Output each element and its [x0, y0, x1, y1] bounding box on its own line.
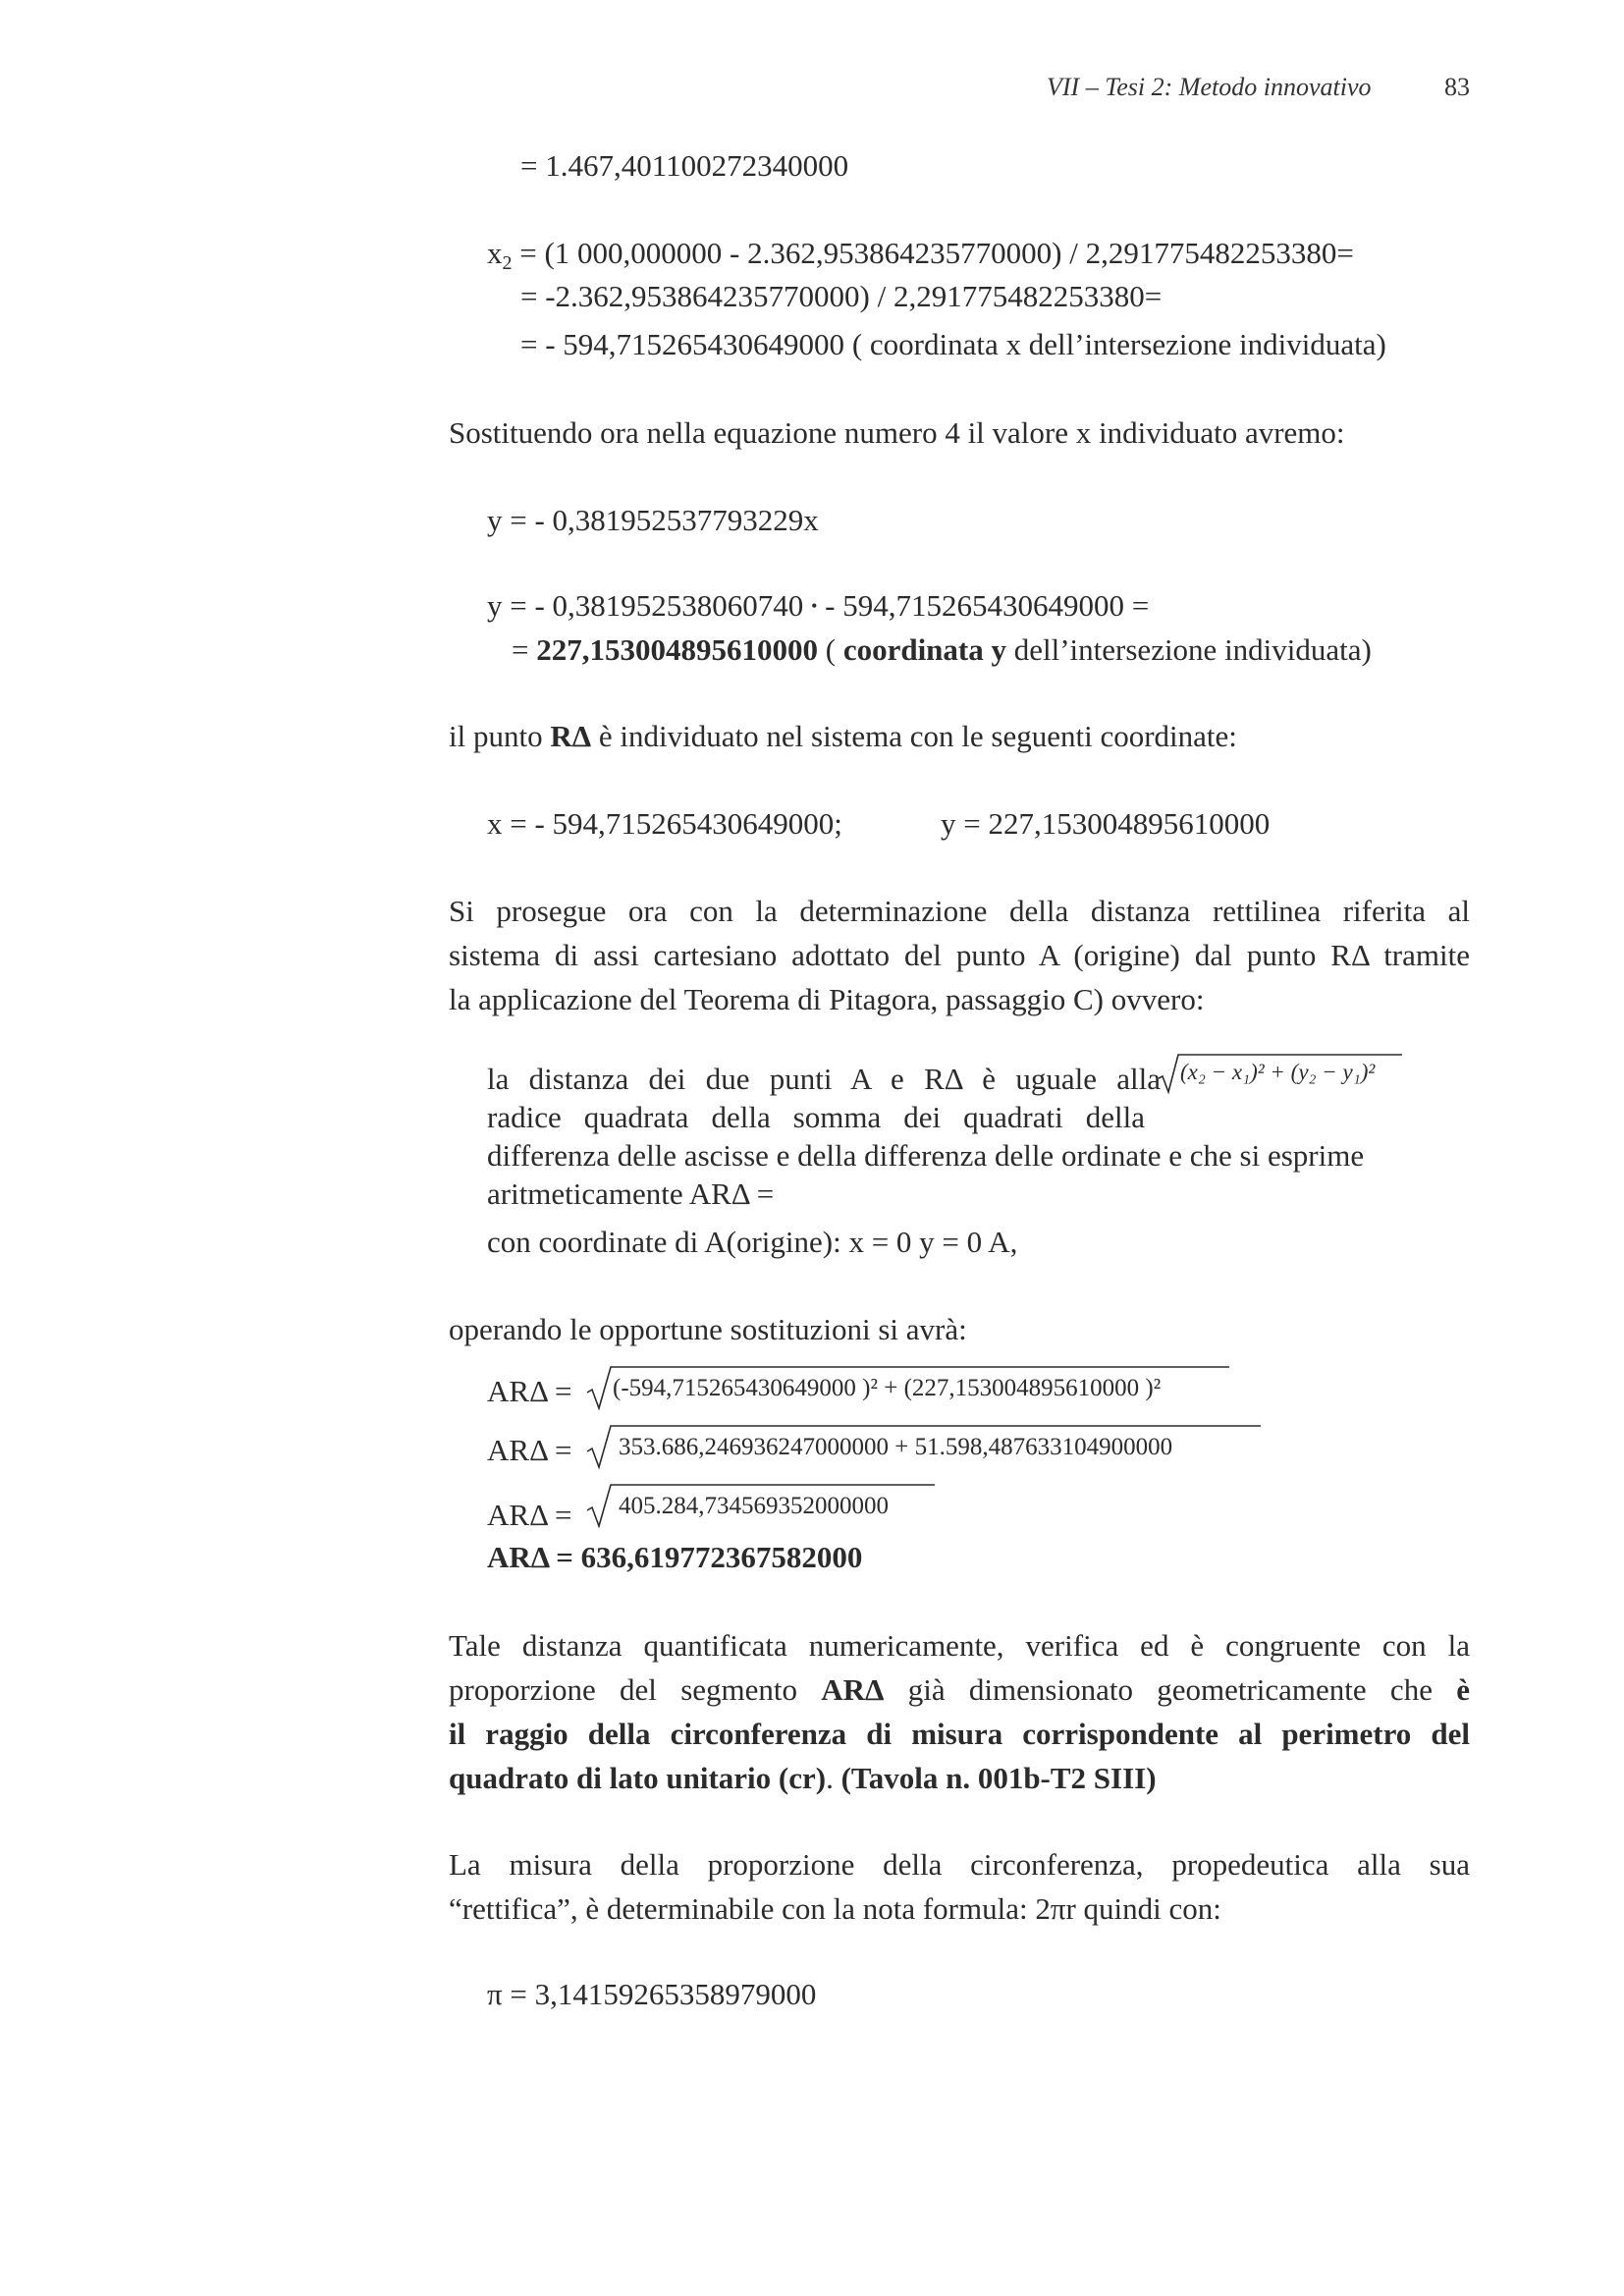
- x2-line-1: $x_2 = (1$ 000,000000 - 2.362,953864235770000) / 2,291775482253380=: [487, 236, 1354, 274]
- circumference-line-1: La misura della proporzione della circonferenza, propedeutica alla sua: [449, 1847, 1470, 1882]
- conclusion-line-4-b: .: [826, 1761, 841, 1795]
- x2-line-3: [520, 328, 1386, 361]
- pythagoras-line-5: con coordinate di A(origine): x = 0 y = 0 A,: [487, 1225, 1018, 1259]
- coord-y: y = 227,153004895610000: [941, 806, 1271, 841]
- x2-line-2: = -2.362,953864235770000) / 2,291775482253380=: [520, 279, 1163, 313]
- pythagoras-line-2: [487, 1101, 1145, 1134]
- conclusion-line-4: [449, 1756, 1470, 1800]
- conclusion-paragraph: [449, 1623, 1470, 1800]
- distance-line-3: la applicazione del Teorema di Pitagora, passaggio C) ovvero:: [449, 982, 1205, 1016]
- pythagoras-formula: [1159, 1051, 1404, 1094]
- y-equation-2-left: y = - 0,381952538060740: [487, 588, 804, 623]
- distance-line-2: sistema di assi cartesiano adottato del punto A (origine) dal punto RΔ tramite: [449, 938, 1470, 972]
- conclusion-line-2: [449, 1667, 1470, 1712]
- y-equation-3-tail: dell’intersezione individuata): [1006, 632, 1372, 667]
- x1-result-line: = 1.467,401100272340000: [520, 148, 849, 183]
- y-equation-3-prefix: =: [512, 632, 537, 667]
- ar-row-2: 353.686,246936247000000 + 51.598,487633104900000: [619, 1434, 1173, 1460]
- ar-radical-3: [587, 1481, 941, 1530]
- ar-radical-1: [587, 1363, 1235, 1412]
- x2-line-1-expression: = (1 000,000000 - 2.362,953864235770000) / 2,291775482253380=: [512, 236, 1354, 270]
- conclusion-line-2-d: è: [1456, 1672, 1470, 1707]
- point-name: RΔ: [550, 719, 592, 753]
- pythagoras-line-1-text: la distanza dei due punti A e RΔ è uguale alla: [487, 1062, 1161, 1096]
- pythagoras-line-1: [487, 1063, 1161, 1096]
- pythagoras-line-3: differenza delle ascisse e della differenza delle ordinate e che si esprime: [487, 1138, 1365, 1173]
- y-equation-2-right: - 594,715265430649000 =: [825, 588, 1150, 623]
- y-equation-3-mid: (: [817, 632, 843, 667]
- ar-label-1: ARΔ =: [487, 1374, 572, 1408]
- point-paragraph-prefix: il punto: [449, 719, 551, 753]
- ar-result: ARΔ = 636,619772367582000: [487, 1540, 863, 1574]
- circumference-line-2: “rettifica”, è determinabile con la nota formula: 2πr quindi con:: [449, 1891, 1221, 1926]
- substitution-paragraph: Sostituendo ora nella equazione numero 4 il valore x individuato avremo:: [449, 415, 1345, 450]
- conclusion-line-2-c: già dimensionato geometricamente che: [884, 1672, 1457, 1707]
- x2-value: = - 594,715265430649000: [520, 327, 845, 361]
- y-equation-2: [487, 589, 1149, 623]
- conclusion-line-3: il raggio della circonferenza di misura corrispondente al perimetro del: [449, 1717, 1470, 1751]
- y-value: 227,153004895610000: [536, 632, 818, 667]
- y-coordinate-label: coordinata y: [842, 632, 1006, 667]
- multiplication-dot-icon: •: [811, 596, 818, 616]
- pythagoras-line-2-text: radice quadrata della somma dei quadrati della: [487, 1100, 1145, 1134]
- circumference-paragraph: [449, 1842, 1470, 1931]
- ar-radical-2: [587, 1422, 1265, 1471]
- conclusion-line-2-a: proporzione del segmento: [449, 1672, 822, 1707]
- x2-note: ( coordinata x dell’intersezione individuata): [844, 327, 1386, 361]
- table-reference: (Tavola n. 001b-T2 SIII): [840, 1761, 1157, 1795]
- ar-row-1: (-594,715265430649000 )² + (227,153004895610000 )²: [613, 1375, 1162, 1401]
- running-title: VII – Tesi 2: Metodo innovativo: [1047, 73, 1372, 101]
- ar-label-3: ARΔ =: [487, 1498, 572, 1532]
- page-number: 83: [1444, 73, 1470, 101]
- point-paragraph-suffix: è individuato nel sistema con le seguenti coordinate:: [591, 719, 1237, 753]
- coord-x: x = - 594,715265430649000;: [487, 806, 842, 841]
- operating-paragraph: operando le opportune sostituzioni si avrà:: [449, 1312, 967, 1346]
- y-equation-1: y = - 0,381952537793229x: [487, 503, 819, 537]
- ar-label-2: ARΔ =: [487, 1433, 572, 1467]
- pythagoras-formula-text: (x₂ − x₁)² + (y₂ − y₁)²: [1180, 1060, 1376, 1084]
- point-paragraph: [449, 720, 1237, 753]
- distance-line-1: Si prosegue ora con la determinazione della distanza rettilinea riferita al: [449, 894, 1470, 928]
- pi-value: π = 3,14159265358979000: [487, 1977, 817, 2011]
- segment-label: ARΔ: [821, 1672, 885, 1707]
- y-equation-3: [512, 633, 1372, 667]
- distance-paragraph: [449, 889, 1470, 1021]
- pythagoras-line-4: aritmeticamente ARΔ =: [487, 1176, 775, 1211]
- ar-row-3: 405.284,734569352000000: [619, 1493, 889, 1519]
- conclusion-line-4-a: quadrato di lato unitario (cr): [449, 1761, 827, 1795]
- conclusion-line-1: Tale distanza quantificata numericamente, verifica ed è congruente con la: [449, 1628, 1470, 1663]
